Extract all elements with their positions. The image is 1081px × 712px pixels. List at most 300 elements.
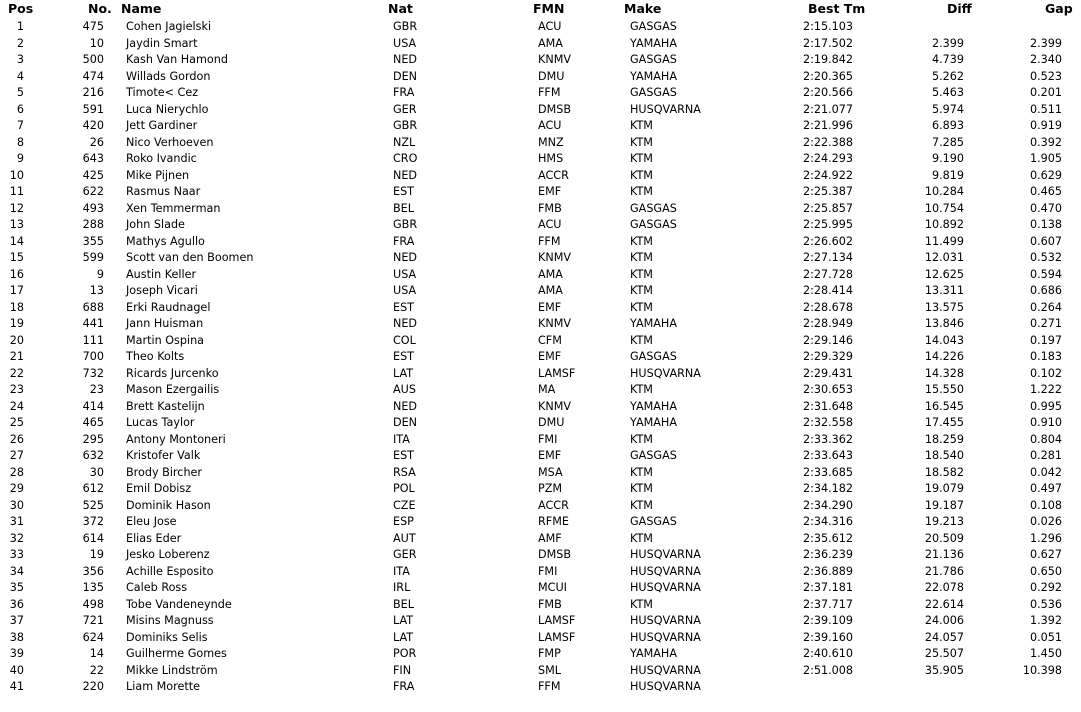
cell-make: HUSQVARNA [630, 680, 701, 693]
cell-number: 622 [82, 185, 104, 198]
cell-pos: 33 [9, 548, 24, 561]
table-row [0, 630, 1081, 647]
cell-gap: 0.532 [1029, 251, 1062, 264]
cell-pos: 18 [9, 300, 24, 314]
cell-pos: 9 [16, 152, 24, 165]
cell-rider-name: Mason Ezergailis [126, 383, 220, 396]
cell-pos: 27 [9, 449, 24, 462]
table-row [0, 498, 1081, 515]
cell-diff: 13.846 [924, 317, 964, 330]
cell-nationality: BEL [393, 201, 414, 215]
cell-number: 30 [89, 465, 104, 479]
cell-pos: 7 [16, 119, 24, 132]
cell-number: 216 [82, 86, 104, 99]
cell-rider-name: Emil Dobisz [126, 482, 192, 495]
cell-rider-name: Jesko Loberenz [126, 548, 210, 561]
results-table-body [0, 19, 1081, 696]
cell-federation: DMU [538, 69, 565, 83]
cell-make: KTM [630, 597, 653, 611]
table-row [0, 333, 1081, 350]
cell-number: 26 [89, 135, 104, 149]
cell-gap: 0.910 [1029, 416, 1062, 429]
cell-diff: 10.754 [924, 201, 964, 215]
cell-rider-name: Mathys Agullo [126, 234, 205, 248]
cell-make: KTM [630, 383, 653, 396]
cell-number: 295 [82, 432, 104, 446]
table-row [0, 69, 1081, 86]
cell-nationality: LAT [393, 614, 414, 627]
cell-number: 732 [82, 366, 104, 380]
cell-make: YAMAHA [630, 317, 677, 330]
cell-diff: 17.455 [924, 416, 964, 429]
cell-federation: EMF [538, 300, 562, 314]
cell-federation: MSA [538, 465, 563, 479]
table-row [0, 663, 1081, 680]
cell-best-time: 2:26.602 [803, 234, 854, 248]
cell-best-time: 2:29.146 [803, 333, 854, 347]
cell-number: 525 [82, 498, 104, 512]
cell-make: HUSQVARNA [630, 663, 701, 677]
cell-rider-name: Timote< Cez [126, 86, 199, 99]
cell-diff: 19.187 [924, 498, 964, 512]
cell-federation: ACU [538, 218, 562, 231]
cell-pos: 32 [9, 531, 24, 545]
cell-best-time: 2:17.502 [803, 36, 854, 50]
cell-diff: 24.006 [924, 614, 964, 627]
cell-make: GASGAS [630, 449, 677, 462]
cell-federation: HMS [538, 152, 564, 165]
cell-rider-name: Erki Raudnagel [126, 300, 211, 314]
cell-pos: 13 [9, 218, 24, 231]
cell-best-time: 2:30.653 [803, 383, 854, 396]
cell-nationality: NED [393, 53, 418, 66]
cell-nationality: COL [393, 333, 416, 347]
cell-number: 425 [82, 168, 104, 182]
cell-federation: LAMSF [538, 366, 576, 380]
cell-make: HUSQVARNA [630, 630, 701, 644]
cell-gap: 0.995 [1029, 399, 1062, 413]
cell-federation: FFM [538, 86, 561, 99]
cell-nationality: FRA [393, 680, 415, 693]
cell-nationality: USA [393, 267, 417, 281]
cell-number: 643 [82, 152, 104, 165]
cell-rider-name: Mikke Lindström [126, 663, 218, 677]
table-row [0, 448, 1081, 465]
cell-best-time: 2:36.889 [803, 564, 854, 578]
cell-number: 612 [82, 482, 104, 495]
cell-nationality: USA [393, 36, 417, 50]
cell-make: KTM [630, 432, 653, 446]
cell-number: 414 [82, 399, 104, 413]
table-row [0, 267, 1081, 284]
cell-pos: 29 [9, 482, 24, 495]
cell-pos: 41 [9, 680, 24, 693]
cell-best-time: 2:39.109 [803, 614, 854, 627]
cell-nationality: NED [393, 317, 418, 330]
header-pos: Pos [8, 1, 34, 16]
cell-make: KTM [630, 531, 653, 545]
cell-federation: KNMV [538, 399, 572, 413]
table-row [0, 135, 1081, 152]
cell-best-time: 2:25.857 [803, 201, 854, 215]
table-row [0, 118, 1081, 135]
table-row [0, 234, 1081, 251]
header-no: No. [88, 1, 112, 16]
cell-make: KTM [630, 333, 653, 347]
cell-number: 475 [82, 20, 104, 33]
header-fmn: FMN [533, 1, 565, 16]
cell-number: 721 [82, 614, 104, 627]
cell-diff: 2.399 [931, 36, 964, 50]
cell-rider-name: Kristofer Valk [126, 449, 201, 462]
cell-number: 591 [82, 102, 104, 116]
cell-diff: 9.819 [931, 168, 964, 182]
cell-make: YAMAHA [630, 399, 677, 413]
cell-gap: 0.197 [1029, 333, 1062, 347]
cell-rider-name: Martin Ospina [126, 333, 205, 347]
cell-number: 700 [82, 350, 104, 363]
cell-gap: 0.627 [1029, 548, 1062, 561]
cell-gap: 2.340 [1029, 53, 1062, 66]
cell-best-time: 2:24.922 [803, 168, 854, 182]
cell-gap: 0.138 [1029, 218, 1062, 231]
cell-rider-name: Xen Temmerman [126, 201, 221, 215]
cell-nationality: ITA [393, 564, 410, 578]
cell-make: GASGAS [630, 201, 677, 215]
table-row [0, 465, 1081, 482]
cell-make: YAMAHA [630, 36, 677, 50]
cell-gap: 0.470 [1029, 201, 1062, 215]
cell-gap: 0.271 [1029, 317, 1062, 330]
cell-pos: 26 [9, 432, 24, 446]
cell-diff: 21.136 [924, 548, 964, 561]
cell-number: 500 [82, 53, 104, 66]
cell-federation: AMA [538, 284, 563, 297]
cell-diff: 6.893 [931, 119, 964, 132]
cell-number: 614 [82, 531, 104, 545]
header-diff: Diff [947, 1, 972, 16]
cell-rider-name: Liam Morette [126, 680, 201, 693]
cell-diff: 13.311 [924, 284, 964, 297]
cell-rider-name: Elias Eder [126, 531, 182, 545]
cell-make: YAMAHA [630, 69, 677, 83]
cell-federation: MCUI [538, 581, 567, 594]
cell-pos: 35 [9, 581, 24, 594]
cell-best-time: 2:39.160 [803, 630, 854, 644]
cell-pos: 28 [9, 465, 24, 479]
table-row [0, 399, 1081, 416]
cell-rider-name: Kash Van Hamond [126, 53, 228, 66]
cell-rider-name: John Slade [126, 218, 185, 231]
cell-rider-name: Mike Pijnen [126, 168, 190, 182]
cell-pos: 25 [9, 416, 24, 429]
cell-gap: 0.264 [1029, 300, 1062, 314]
table-row [0, 102, 1081, 119]
cell-diff: 12.625 [924, 267, 964, 281]
cell-federation: KNMV [538, 251, 572, 264]
table-row [0, 217, 1081, 234]
cell-federation: ACCR [538, 498, 569, 512]
cell-best-time: 2:27.728 [803, 267, 854, 281]
cell-federation: EMF [538, 350, 562, 363]
cell-make: KTM [630, 119, 653, 132]
cell-pos: 24 [9, 399, 24, 413]
cell-nationality: IRL [393, 581, 411, 594]
cell-nationality: POR [393, 647, 417, 660]
cell-nationality: GER [393, 102, 417, 116]
cell-pos: 2 [16, 36, 24, 50]
cell-rider-name: Nico Verhoeven [126, 135, 214, 149]
cell-best-time: 2:32.558 [803, 416, 854, 429]
cell-gap: 0.281 [1029, 449, 1062, 462]
cell-nationality: FIN [393, 663, 412, 677]
table-row [0, 597, 1081, 614]
cell-best-time: 2:33.643 [803, 449, 854, 462]
cell-nationality: FRA [393, 86, 415, 99]
cell-diff: 10.892 [924, 218, 964, 231]
cell-rider-name: Brody Bircher [126, 465, 203, 479]
cell-number: 355 [82, 234, 104, 248]
table-row [0, 52, 1081, 69]
cell-gap: 0.686 [1029, 284, 1062, 297]
cell-diff: 5.974 [931, 102, 964, 116]
table-row [0, 432, 1081, 449]
header-gap: Gap [1045, 1, 1073, 16]
cell-federation: PZM [538, 482, 563, 495]
cell-federation: RFME [538, 515, 569, 528]
cell-pos: 34 [9, 564, 24, 578]
cell-rider-name: Luca Nierychlo [126, 102, 209, 116]
header-nat: Nat [388, 1, 413, 16]
cell-gap: 1.296 [1029, 531, 1062, 545]
cell-gap: 0.042 [1029, 465, 1062, 479]
cell-rider-name: Willads Gordon [126, 69, 211, 83]
cell-gap: 0.183 [1029, 350, 1062, 363]
cell-nationality: POL [393, 482, 415, 495]
cell-pos: 16 [9, 267, 24, 281]
cell-diff: 16.545 [924, 399, 964, 413]
cell-best-time: 2:29.431 [803, 366, 854, 380]
cell-federation: DMSB [538, 102, 572, 116]
cell-make: HUSQVARNA [630, 581, 701, 594]
cell-best-time: 2:21.077 [803, 102, 854, 116]
cell-make: KTM [630, 185, 653, 198]
cell-pos: 20 [9, 333, 24, 347]
cell-federation: FMI [538, 432, 558, 446]
cell-nationality: GBR [393, 218, 418, 231]
cell-best-time: 2:21.996 [803, 119, 854, 132]
table-row [0, 283, 1081, 300]
cell-gap: 0.102 [1029, 366, 1062, 380]
cell-best-time: 2:28.949 [803, 317, 854, 330]
table-row [0, 250, 1081, 267]
table-row [0, 349, 1081, 366]
cell-nationality: NED [393, 251, 418, 264]
table-row [0, 151, 1081, 168]
cell-number: 288 [82, 218, 104, 231]
cell-make: HUSQVARNA [630, 564, 701, 578]
table-row [0, 184, 1081, 201]
cell-pos: 40 [9, 663, 24, 677]
cell-make: HUSQVARNA [630, 366, 701, 380]
cell-rider-name: Eleu Jose [126, 515, 177, 528]
cell-best-time: 2:34.290 [803, 498, 854, 512]
cell-gap: 0.919 [1029, 119, 1062, 132]
cell-diff: 4.739 [931, 53, 964, 66]
cell-diff: 15.550 [924, 383, 964, 396]
cell-rider-name: Tobe Vandeneynde [126, 597, 232, 611]
cell-federation: KNMV [538, 53, 572, 66]
cell-diff: 22.078 [924, 581, 964, 594]
cell-best-time: 2:36.239 [803, 548, 854, 561]
cell-nationality: LAT [393, 366, 414, 380]
cell-make: GASGAS [630, 86, 677, 99]
cell-nationality: BEL [393, 597, 414, 611]
cell-diff: 22.614 [924, 597, 964, 611]
cell-rider-name: Scott van den Boomen [126, 251, 254, 264]
cell-pos: 23 [9, 383, 24, 396]
cell-pos: 6 [16, 102, 24, 116]
cell-make: KTM [630, 152, 653, 165]
cell-federation: MA [538, 383, 556, 396]
cell-gap: 1.450 [1029, 647, 1062, 660]
cell-pos: 1 [16, 20, 24, 33]
cell-gap: 0.511 [1029, 102, 1062, 116]
cell-nationality: NED [393, 399, 418, 413]
cell-gap: 0.108 [1029, 498, 1062, 512]
cell-gap: 0.607 [1029, 234, 1062, 248]
cell-federation: FMI [538, 564, 558, 578]
cell-gap: 1.392 [1029, 614, 1062, 627]
cell-federation: LAMSF [538, 614, 576, 627]
cell-diff: 14.328 [924, 366, 964, 380]
cell-nationality: GER [393, 548, 417, 561]
cell-nationality: AUT [393, 531, 416, 545]
cell-rider-name: Jann Huisman [126, 317, 204, 330]
cell-make: KTM [630, 498, 653, 512]
table-row [0, 564, 1081, 581]
table-row [0, 85, 1081, 102]
cell-number: 420 [82, 119, 104, 132]
cell-nationality: DEN [393, 416, 418, 429]
cell-gap: 0.051 [1029, 630, 1062, 644]
table-row [0, 168, 1081, 185]
cell-gap: 0.026 [1029, 515, 1062, 528]
cell-make: GASGAS [630, 515, 677, 528]
cell-pos: 38 [9, 630, 24, 644]
cell-best-time: 2:19.842 [803, 53, 854, 66]
table-row [0, 679, 1081, 696]
cell-number: 10 [89, 36, 104, 50]
cell-number: 220 [82, 680, 104, 693]
cell-number: 19 [89, 548, 104, 561]
table-row [0, 613, 1081, 630]
cell-best-time: 2:20.566 [803, 86, 854, 99]
cell-diff: 10.284 [924, 185, 964, 198]
table-row [0, 514, 1081, 531]
cell-pos: 10 [9, 168, 24, 182]
cell-rider-name: Rasmus Naar [126, 185, 201, 198]
cell-number: 632 [82, 449, 104, 462]
cell-diff: 12.031 [924, 251, 964, 264]
cell-gap: 0.629 [1029, 168, 1062, 182]
table-row [0, 36, 1081, 53]
cell-federation: FFM [538, 680, 561, 693]
cell-rider-name: Joseph Vicari [126, 284, 198, 297]
cell-gap: 0.201 [1029, 86, 1062, 99]
cell-make: KTM [630, 135, 653, 149]
cell-best-time: 2:34.182 [803, 482, 854, 495]
cell-gap: 0.392 [1029, 135, 1062, 149]
cell-nationality: EST [393, 350, 415, 363]
cell-best-time: 2:40.610 [803, 647, 854, 660]
cell-number: 599 [82, 251, 104, 264]
cell-diff: 35.905 [924, 663, 964, 677]
cell-gap: 0.594 [1029, 267, 1062, 281]
cell-make: KTM [630, 168, 653, 182]
header-make: Make [624, 1, 662, 16]
cell-gap: 0.536 [1029, 597, 1062, 611]
cell-make: KTM [630, 284, 653, 297]
cell-number: 624 [82, 630, 104, 644]
cell-gap: 0.292 [1029, 581, 1062, 594]
cell-number: 135 [82, 581, 104, 594]
cell-make: KTM [630, 465, 653, 479]
cell-diff: 18.582 [924, 465, 964, 479]
cell-diff: 18.540 [924, 449, 964, 462]
cell-best-time: 2:28.678 [803, 300, 854, 314]
cell-federation: EMF [538, 185, 562, 198]
cell-pos: 30 [9, 498, 24, 512]
cell-diff: 13.575 [924, 300, 964, 314]
cell-number: 14 [89, 647, 104, 660]
cell-best-time: 2:34.316 [803, 515, 854, 528]
cell-diff: 5.463 [931, 86, 964, 99]
table-row [0, 580, 1081, 597]
cell-gap: 0.650 [1029, 564, 1062, 578]
cell-pos: 11 [9, 185, 24, 198]
cell-gap: 1.222 [1029, 383, 1062, 396]
cell-make: KTM [630, 300, 653, 314]
cell-diff: 5.262 [931, 69, 964, 83]
cell-rider-name: Theo Kolts [126, 350, 185, 363]
cell-make: GASGAS [630, 350, 677, 363]
cell-best-time: 2:25.995 [803, 218, 854, 231]
cell-best-time: 2:22.388 [803, 135, 854, 149]
cell-nationality: USA [393, 284, 417, 297]
cell-pos: 19 [9, 317, 24, 330]
cell-federation: FMP [538, 647, 561, 660]
cell-number: 498 [82, 597, 104, 611]
cell-federation: AMA [538, 267, 563, 281]
cell-make: GASGAS [630, 20, 677, 33]
table-row [0, 415, 1081, 432]
cell-pos: 12 [9, 201, 24, 215]
cell-number: 372 [82, 515, 104, 528]
cell-diff: 9.190 [931, 152, 964, 165]
cell-federation: SML [538, 663, 561, 677]
cell-number: 465 [82, 416, 104, 429]
cell-make: KTM [630, 267, 653, 281]
cell-best-time: 2:27.134 [803, 251, 854, 264]
cell-make: KTM [630, 251, 653, 264]
cell-gap: 0.497 [1029, 482, 1062, 495]
cell-pos: 5 [16, 86, 24, 99]
cell-federation: EMF [538, 449, 562, 462]
cell-number: 493 [82, 201, 104, 215]
cell-diff: 25.507 [924, 647, 964, 660]
cell-best-time: 2:37.181 [803, 581, 854, 594]
